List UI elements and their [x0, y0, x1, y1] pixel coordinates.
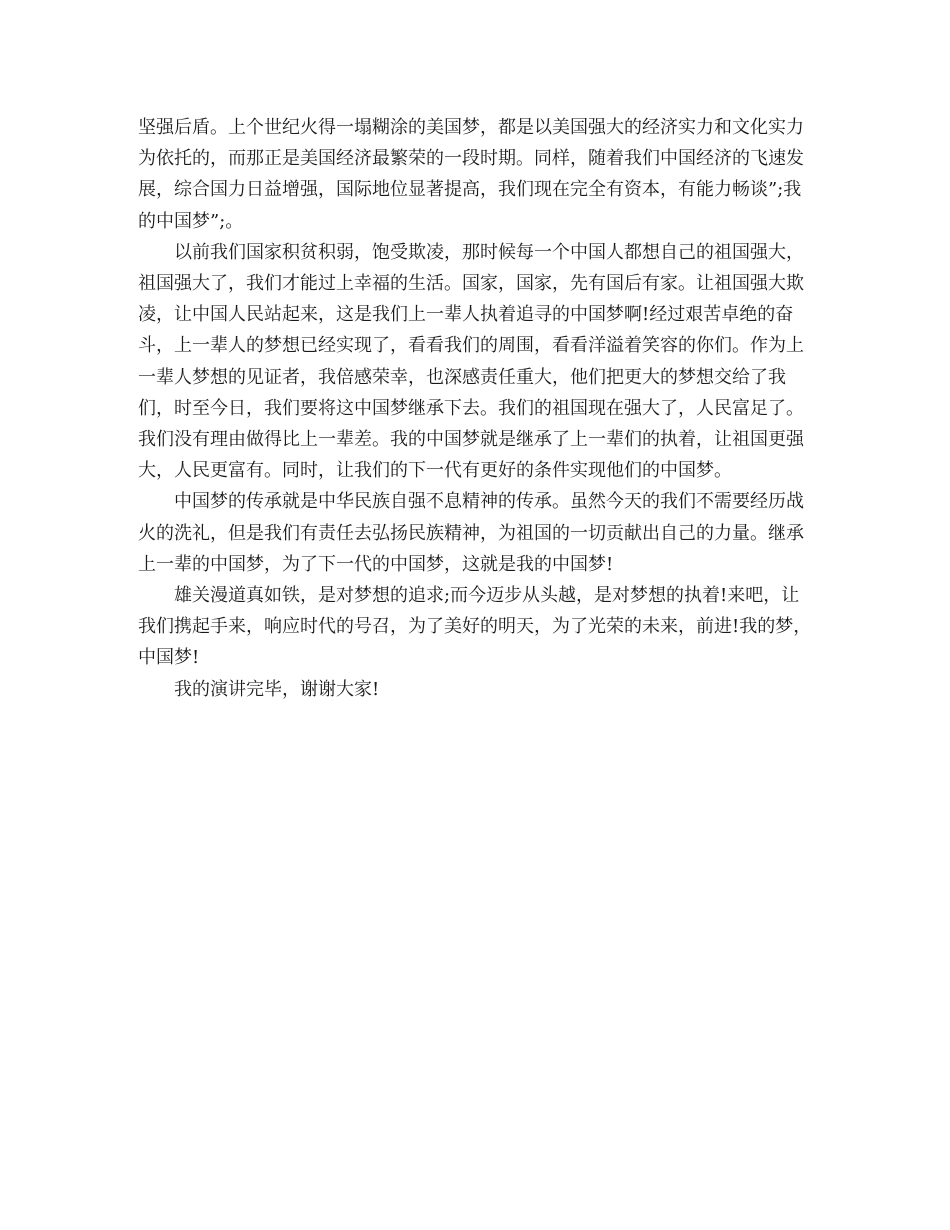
paragraph-4: 雄关漫道真如铁，是对梦想的追求;而今迈步从头越，是对梦想的执着!来吧，让我们携起手来，响应时代的号召，为了美好的明天，为了光荣的未来，前进!我的梦，中国梦!: [138, 585, 812, 669]
paragraph-2: 以前我们国家积贫积弱，饱受欺凌，那时候每一个中国人都想自己的祖国强大，祖国强大了，我们才能过上幸福的生活。国家，国家，先有国后有家。让祖国强大欺凌，让中国人民站起来，这是我们上一辈人执着追寻的中国梦啊!经过艰苦卓绝的奋斗，上一辈人的梦想已经实现了，看看我们的周围，看看洋溢着笑容的你们。作为上一辈人梦想的见证者，我倍感荣幸，也深感责任重大，他们把更大的梦想交给了我们，时至今日，我们要将这中国梦继承下去。我们的祖国现在强大了，人民富足了。我们没有理由做得比上一辈差。我的中国梦就是继承了上一辈们的执着，让祖国更强大，人民更富有。同时，让我们的下一代有更好的条件实现他们的中国梦。: [138, 241, 804, 482]
paragraph-5: 我的演讲完毕，谢谢大家!: [174, 678, 380, 700]
document-body: [138, 112, 816, 705]
paragraph-1: 坚强后盾。上个世纪火得一塌糊涂的美国梦，都是以美国强大的经济实力和文化实力为依托的，而那正是美国经济最繁荣的一段时期。同样，随着我们中国经济的飞速发展，综合国力日益增强，国际地位显著提高，我们现在完全有资本，有能力畅谈”;我的中国梦”;。: [138, 117, 804, 232]
paragraph-3: 中国梦的传承就是中华民族自强不息精神的传承。虽然今天的我们不需要经历战火的洗礼，但是我们有责任去弘扬民族精神，为祖国的一切贡献出自己的力量。继承上一辈的中国梦，为了下一代的中国梦，这就是我的中国梦!: [138, 491, 804, 575]
